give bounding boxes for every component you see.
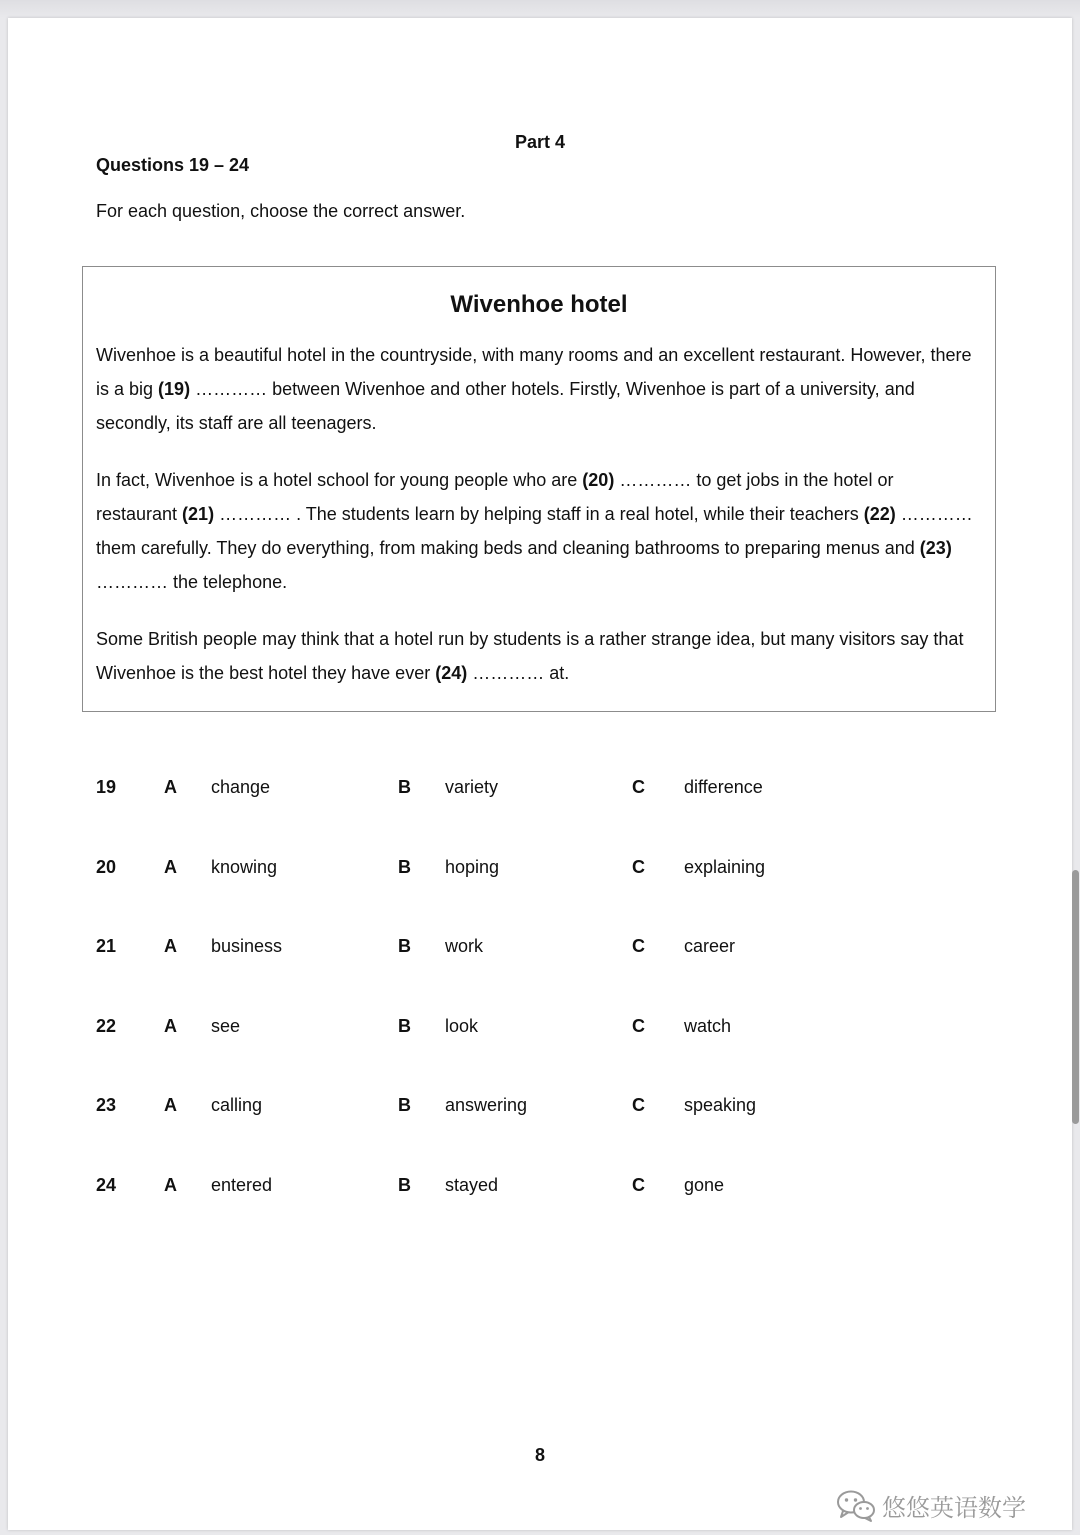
option-letter-c: C — [632, 1095, 645, 1115]
answer-row-21 — [8, 936, 1072, 966]
option-b: hoping — [445, 857, 500, 877]
text-run: ………… between Wivenhoe and other hotels. Firstly, Wivenhoe is part of a university, and secondly, its staff are all teenagers. — [96, 379, 915, 433]
text-run: In fact, Wivenhoe is a hotel school for young people who are — [96, 470, 583, 490]
option-letter-b: B — [398, 777, 411, 797]
option-c: explaining — [684, 857, 766, 877]
text-run: ………… the telephone. — [96, 572, 288, 592]
viewer-top-edge — [0, 0, 1080, 18]
passage-box — [82, 266, 996, 712]
gap-24: (24) — [435, 663, 468, 683]
option-letter-a: A — [164, 936, 177, 956]
option-letter-b: B — [398, 1175, 411, 1195]
option-letter-a: A — [164, 1175, 177, 1195]
option-letter-a: A — [164, 777, 177, 797]
option-letter-b: B — [398, 936, 411, 956]
option-c: career — [684, 936, 736, 956]
option-a: see — [211, 1016, 241, 1036]
question-number: 20 — [96, 857, 117, 877]
option-a: business — [211, 936, 283, 956]
text-run: ………… them carefully. They do everything, from making beds and cleaning bathrooms to preparing menus and — [96, 504, 973, 558]
option-b: answering — [445, 1095, 528, 1115]
watermark — [836, 1488, 1026, 1523]
instruction-text: For each question, choose the correct answer. — [96, 201, 466, 221]
gap-23: (23) — [919, 538, 952, 558]
option-c: difference — [684, 777, 763, 797]
gap-21: (21) — [182, 504, 215, 524]
option-b: work — [445, 936, 484, 956]
answer-row-24 — [8, 1175, 1072, 1205]
option-letter-a: A — [164, 857, 177, 877]
part-title — [8, 132, 1072, 153]
option-a: calling — [211, 1095, 263, 1115]
text-run: Wivenhoe is a beautiful hotel in the countryside, with many rooms and an excellent restaurant. However, there is a big — [96, 345, 972, 399]
option-letter-c: C — [632, 1016, 645, 1036]
option-letter-b: B — [398, 857, 411, 877]
option-b: stayed — [445, 1175, 499, 1195]
answer-row-22 — [8, 1016, 1072, 1046]
text-run: Some British people may think that a hotel run by students is a rather strange idea, but many visitors say that Wivenhoe is the best hotel they have ever — [96, 629, 964, 683]
option-letter-c: C — [632, 936, 645, 956]
gap-19: (19) — [158, 379, 191, 399]
answer-row-19 — [8, 777, 1072, 807]
passage-paragraph-1 — [96, 338, 976, 440]
wechat-icon — [836, 1489, 876, 1523]
vertical-scrollbar[interactable] — [1072, 870, 1079, 1124]
question-number: 23 — [96, 1095, 117, 1115]
page-number: 8 — [534, 1445, 545, 1465]
watermark-text: 悠悠英语数学 — [882, 1494, 1026, 1522]
option-b: look — [445, 1016, 479, 1036]
document-page — [8, 18, 1072, 1530]
option-a: change — [211, 777, 271, 797]
option-c: watch — [684, 1016, 732, 1036]
passage-paragraph-2 — [96, 463, 976, 599]
question-number: 22 — [96, 1016, 117, 1036]
option-b: variety — [445, 777, 499, 797]
option-a: knowing — [211, 857, 278, 877]
option-c: speaking — [684, 1095, 757, 1115]
gap-20: (20) — [582, 470, 615, 490]
option-a: entered — [211, 1175, 273, 1195]
part-title-text: Part 4 — [514, 132, 566, 152]
text-run: ………… to get jobs in the hotel or restaurant — [96, 470, 894, 524]
questions-range: Questions 19 – 24 — [96, 155, 250, 175]
text-run: ………… . The students learn by helping staff in a real hotel, while their teachers — [214, 504, 864, 524]
option-letter-c: C — [632, 777, 645, 797]
question-number: 19 — [96, 777, 117, 797]
passage-title: Wivenhoe hotel — [450, 291, 628, 318]
question-number: 24 — [96, 1175, 117, 1195]
option-letter-a: A — [164, 1095, 177, 1115]
option-c: gone — [684, 1175, 725, 1195]
gap-22: (22) — [863, 504, 896, 524]
option-letter-b: B — [398, 1095, 411, 1115]
answer-row-20 — [8, 857, 1072, 887]
question-number: 21 — [96, 936, 117, 956]
option-letter-b: B — [398, 1016, 411, 1036]
option-letter-c: C — [632, 1175, 645, 1195]
text-run: ………… at. — [467, 663, 570, 683]
answer-row-23 — [8, 1095, 1072, 1125]
option-letter-c: C — [632, 857, 645, 877]
passage-paragraph-3 — [96, 622, 976, 690]
option-letter-a: A — [164, 1016, 177, 1036]
